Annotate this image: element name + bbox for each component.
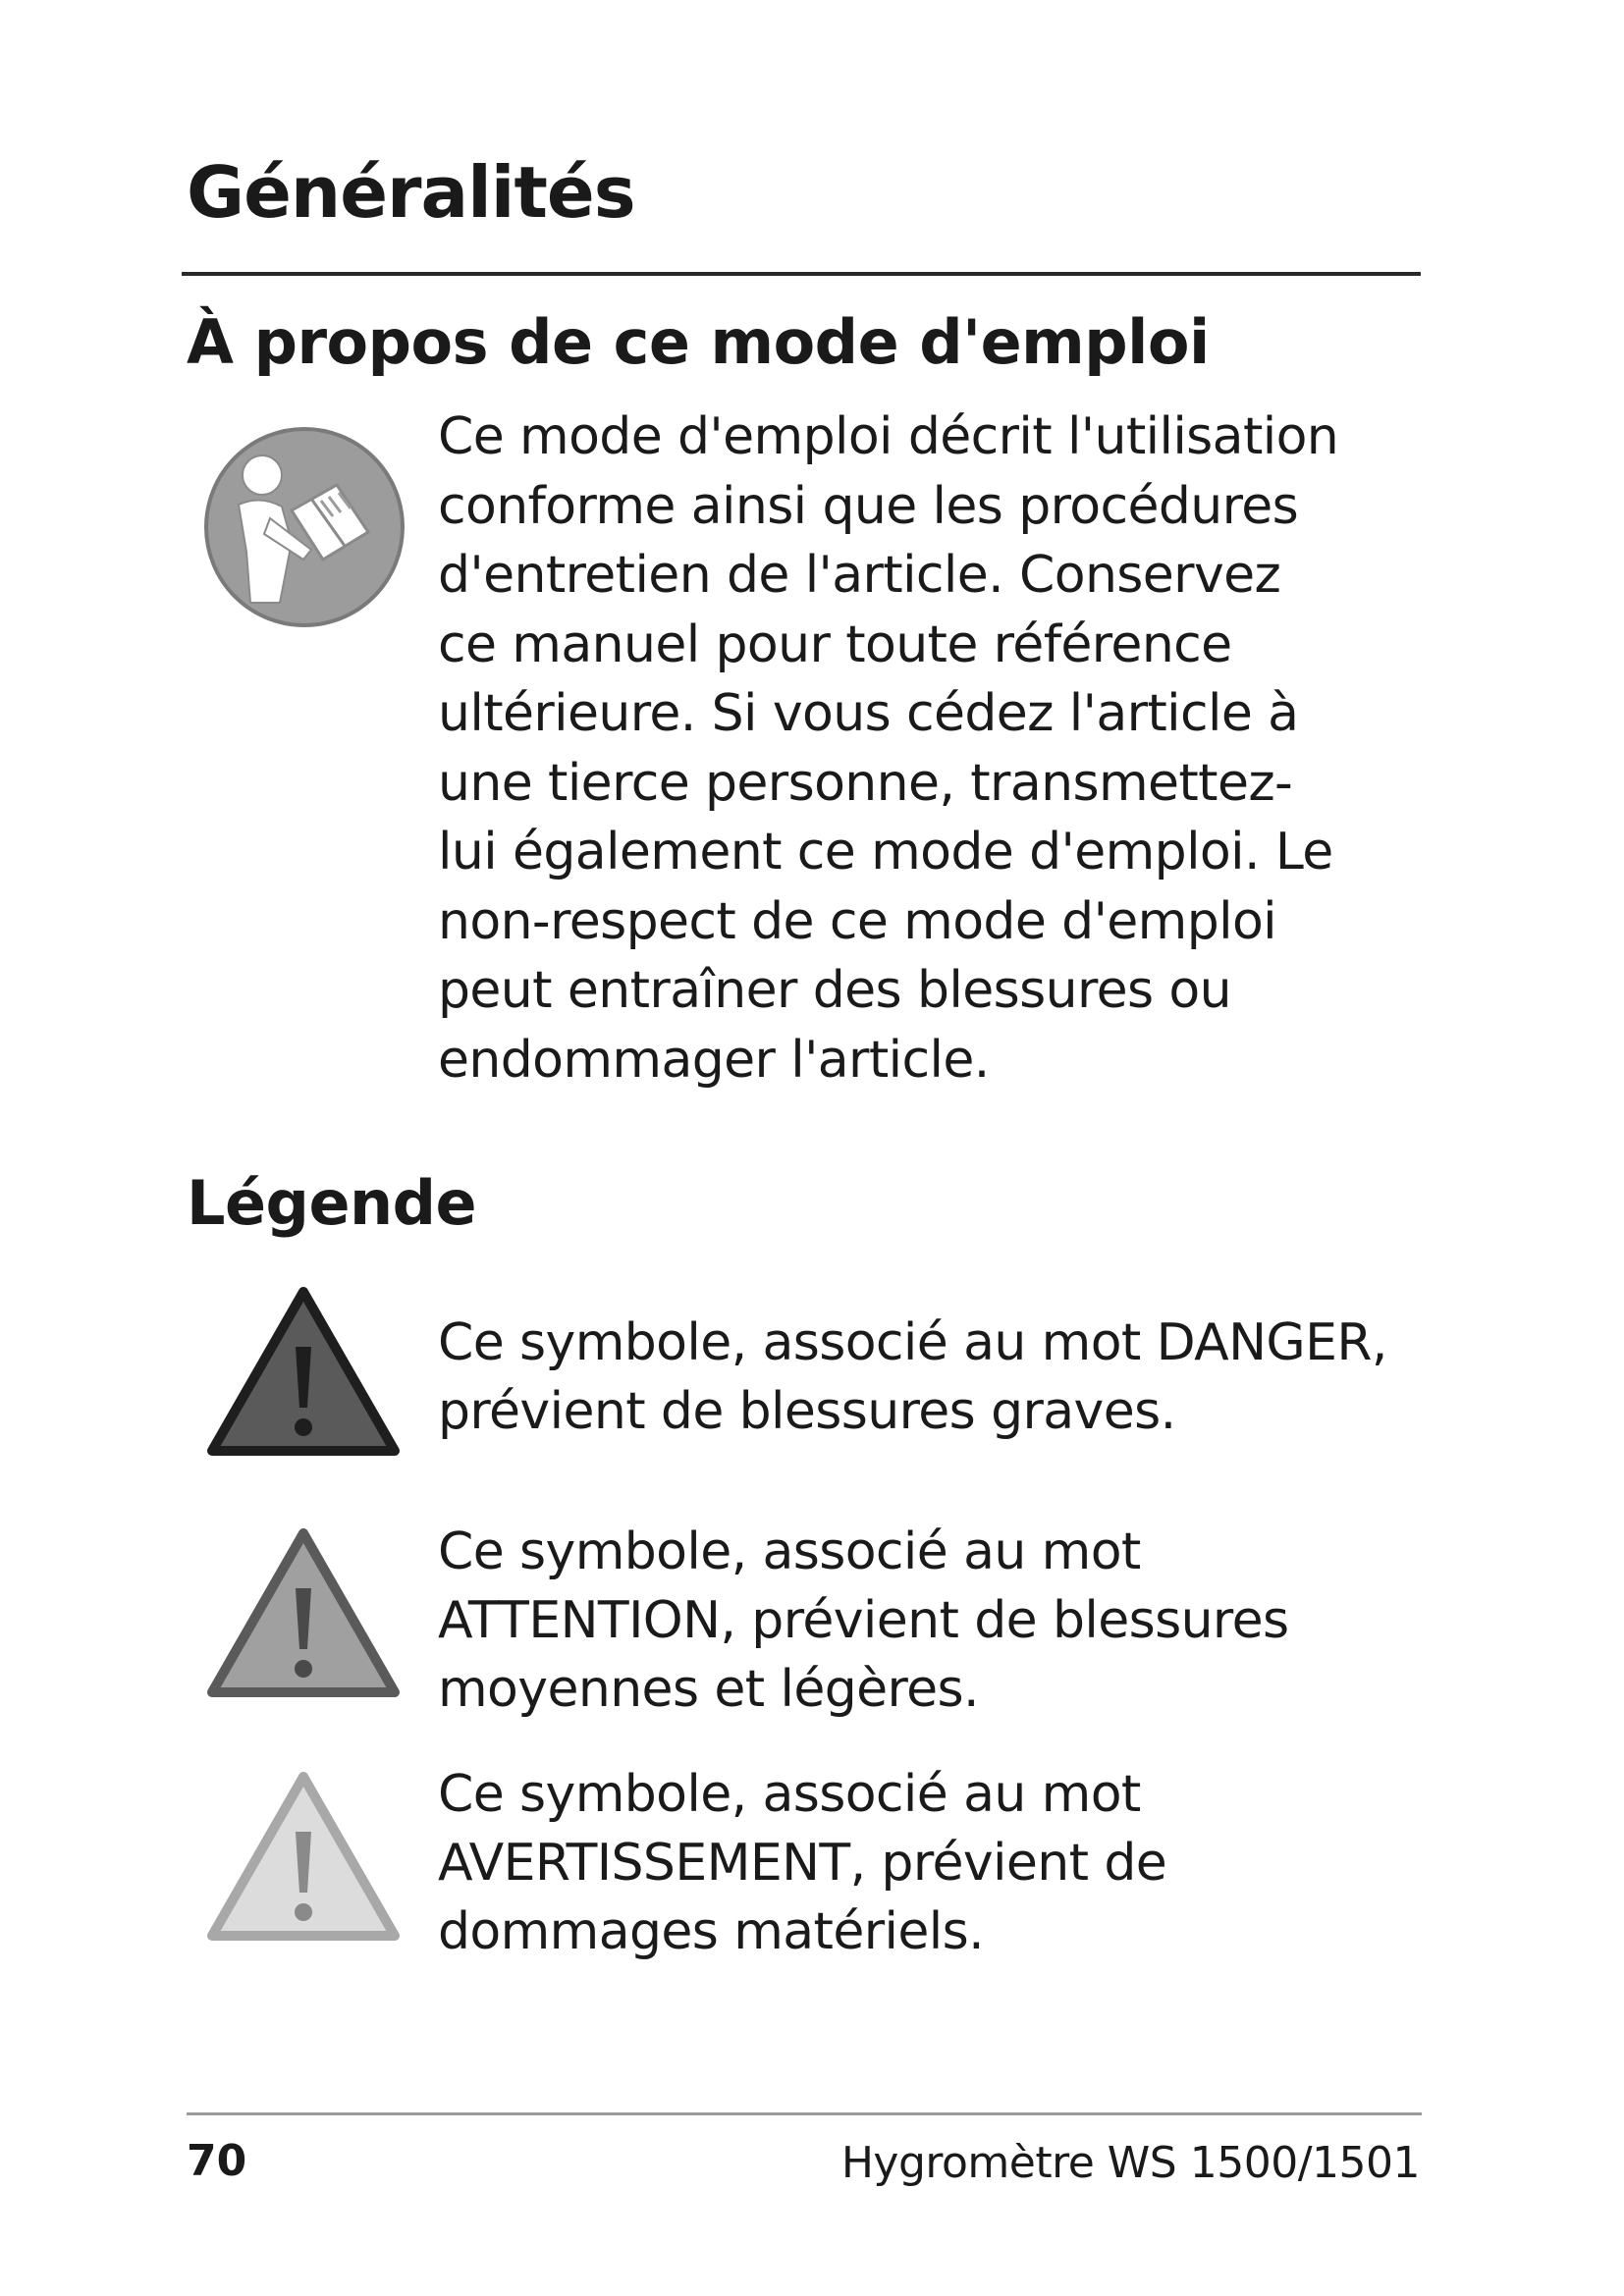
legend-danger-text: Ce symbole, associé au mot DANGER, prévient de blessures graves. xyxy=(438,1313,1387,1441)
legend-heading: Légende xyxy=(187,1167,477,1239)
warning-avertissement-icon xyxy=(206,1771,401,1944)
warning-attention-icon xyxy=(206,1527,401,1700)
title-divider xyxy=(182,272,1421,276)
legend-attention-text: Ce symbole, associé au mot ATTENTION, prévient de blessures moyennes et légères. xyxy=(438,1522,1289,1719)
warning-danger-icon xyxy=(206,1286,401,1459)
footer-divider xyxy=(187,2112,1422,2115)
footer-product-name: Hygromètre WS 1500/1501 xyxy=(840,2138,1420,2188)
about-heading: À propos de ce mode d'emploi xyxy=(187,306,1210,378)
page-number: 70 xyxy=(187,2136,247,2186)
about-paragraph: Ce mode d'emploi décrit l'utilisation conforme ainsi que les procédures d'entretien de l'article. Conservez ce manuel pour toute référence ultérieure. Si vous cédez l'article à une tierce personne, transmettez- lui également ce mode d'emploi. Le non-respect de ce mode d'emploi peut entraîner des blessures ou endommager l'article. xyxy=(438,407,1339,1090)
page-title: Généralités xyxy=(187,151,635,234)
read-manual-icon xyxy=(201,424,407,630)
legend-avertissement-text: Ce symbole, associé au mot AVERTISSEMENT, prévient de dommages matériels. xyxy=(438,1765,1167,1961)
